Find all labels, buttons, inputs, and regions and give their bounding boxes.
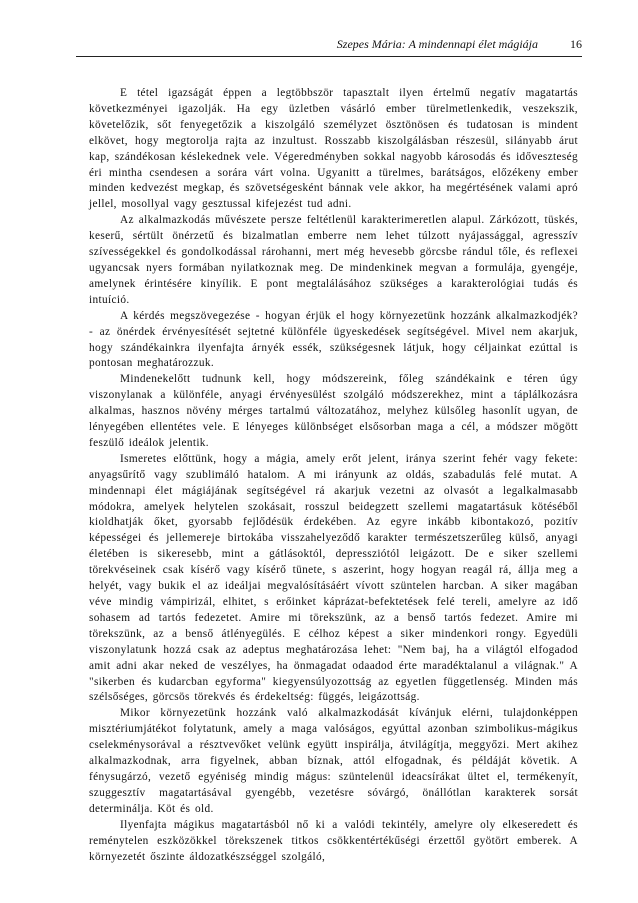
paragraph: E tétel igazságát éppen a legtöbbször tapasztalt ilyen értelmű negatív magatartás következményei igazolják. Ha egy üzletben vásárló ember türelmetlenkedik, veszekszik, követelőzik, sőt fenyegetőzik a kiszolgáló személyzet ösztönösen és tudatosan is mindent elkövet, hogy megtorolja rajta az inzultust. Rosszabb kiszolgálásban részesül, silányabb árut kap, szándékosan késlekednek vele. Végeredményben sokkal nagyobb károsodás és időveszteség éri mintha csendesen a sorára várt volna. Ugyanitt a türelmes, barátságos, előzékeny ember minden kedvezést megkap, és szövetségesként bánnak vele akkor, ha megértésének valami apró jellel, mosollyal vagy gesztussal kifejezést tud adni. <box>89 87 578 211</box>
page-header <box>76 34 582 57</box>
running-title: Szepes Mária: A mindennapi élet mágiája <box>336 37 538 51</box>
paragraph: Ilyenfajta mágikus magatartásból nő ki a valódi tekintély, amelyre oly elkeseredett és reménytelen eszközökkel törekszenek titkos csökkentértékűségi érzettől gyötört emberek. A környezetét őszinte áldozatkészséggel szolgáló, <box>89 818 578 863</box>
paragraph: Mindenekelőtt tudnunk kell, hogy módszereink, főleg szándékaink e téren úgy viszonylanak a különféle, anyagi érvényesülést szolgáló módszerekhez, mint a táplálkozásra alkalmas, hasznos növény mérges tartalmú változatához, melyhez külsőleg hasonlít ugyan, de lényegében ellentétes vele. E lényeges különbséget elsősorban maga a cél, a módszer mögött feszülő ideálok jelentik. <box>89 373 578 449</box>
body-text <box>89 86 578 865</box>
paragraph: Mikor környezetünk hozzánk való alkalmazkodását kívánjuk elérni, tulajdonképpen misztériumjátékot folytatunk, amely a maga valóságos, egyúttal azonban szimbolikus-mágikus cselekménysorával a résztvevőket velünk együtt inspirálja, átvilágítja, meggyőzi. Mert akihez alkalmazkodnak, arra figyelnek, abban bíznak, attól elfogadnak, és példáját követik. A fénysugárzó, vezető egyéniség mindig mágus: szüntelenül ideacsírákat ültet el, termékenyít, szuggesztív magatartásával gyengébb, vezetésre sóvárgó, önállótlan karakterek sorsát determinálja. Köt és old. <box>89 707 578 815</box>
paragraph: Az alkalmazkodás művészete persze feltétlenül karakterimeretlen alapul. Zárkózott, tüskés, keserű, sértült önérzetű és bizalmatlan emberre nem lehet túlzott nyájassággal, agresszív szívességekkel és gondolkodással rárohanni, mert még hevesebb görcsbe rándul tőle, és reflexei ugyancsak nyers formában nyilatkoznak meg. De mindenkinek megvan a formulája, gyengéje, amelynek érintésére kinyílik. E pont megtalálásához szükséges a karakterológiai tudás és intuíció. <box>89 214 578 306</box>
page-number: 16 <box>570 37 582 51</box>
paragraph: A kérdés megszövegezése - hogyan érjük el hogy környezetünk hozzánk alkalmazkodjék? - az önérdek érvényesítését sejtetné különféle ügyeskedések segítségével. Mivel nem akarjuk, hogy szándékainkra ilyenfajta árnyék essék, szükségesnek látjuk, hogy céljainkat ezúttal is pontosan meghatározzuk. <box>89 309 578 370</box>
paragraph: Ismeretes előttünk, hogy a mágia, amely erőt jelent, iránya szerint fehér vagy fekete: anyagsűrítő vagy szublimáló hatalom. A mi irányunk az oldás, szabadulás felé mutat. A mindennapi élet mágiájának segítségével rá akarjuk vezetni az olvasót a legalkalmasabb módokra, amelyek helytelen szokásait, rosszul beidegzett szellemi magatartásuk kötéséből kioldhatják őket, gyorsabb fejlődésük érdekében. Az egyre inkább kibontakozó, pozitív képességei és jellemereje birtokába visszahelyeződő karakter természetszerűleg külső, anyagi életében is sikeresebb, mint a gátlásoktól, depressziótól leigázott. De e siker szellemi törekvéseinek csak kísérő vagy kísérő tünete, s aszerint, hogy hogyan reagál rá, állja meg a helyét, vagy bukik el az ideáljai megvalósításáért vívott szüntelen harcban. A siker magában véve mindig vámpirizál, elhitet, s erőinket káprázat-befektetések felé tereli, amelyre az idő sohasem ad tartós fedezetet. Amire mi törekszünk, az a benső tartós fedezet. Amire mi törekszünk, az a benső átlényegülés. E célhoz képest a siker mindenkori rongy. Egyedüli viszonylatunk hozzá csak az adeptus meghatározása lehet: "Nem baj, ha a világtól elfogadod amit adni akar neked de veszélyes, ha önmagadat odaadod érte maradéktalanul a világnak." A "sikerben és kudarcban egyforma" kiegyensúlyozottság az egyetlen függetlenség. Minden más szélsőséges, görcsös törekvés és érdekeltség: függés, leigázottság. <box>89 452 578 704</box>
